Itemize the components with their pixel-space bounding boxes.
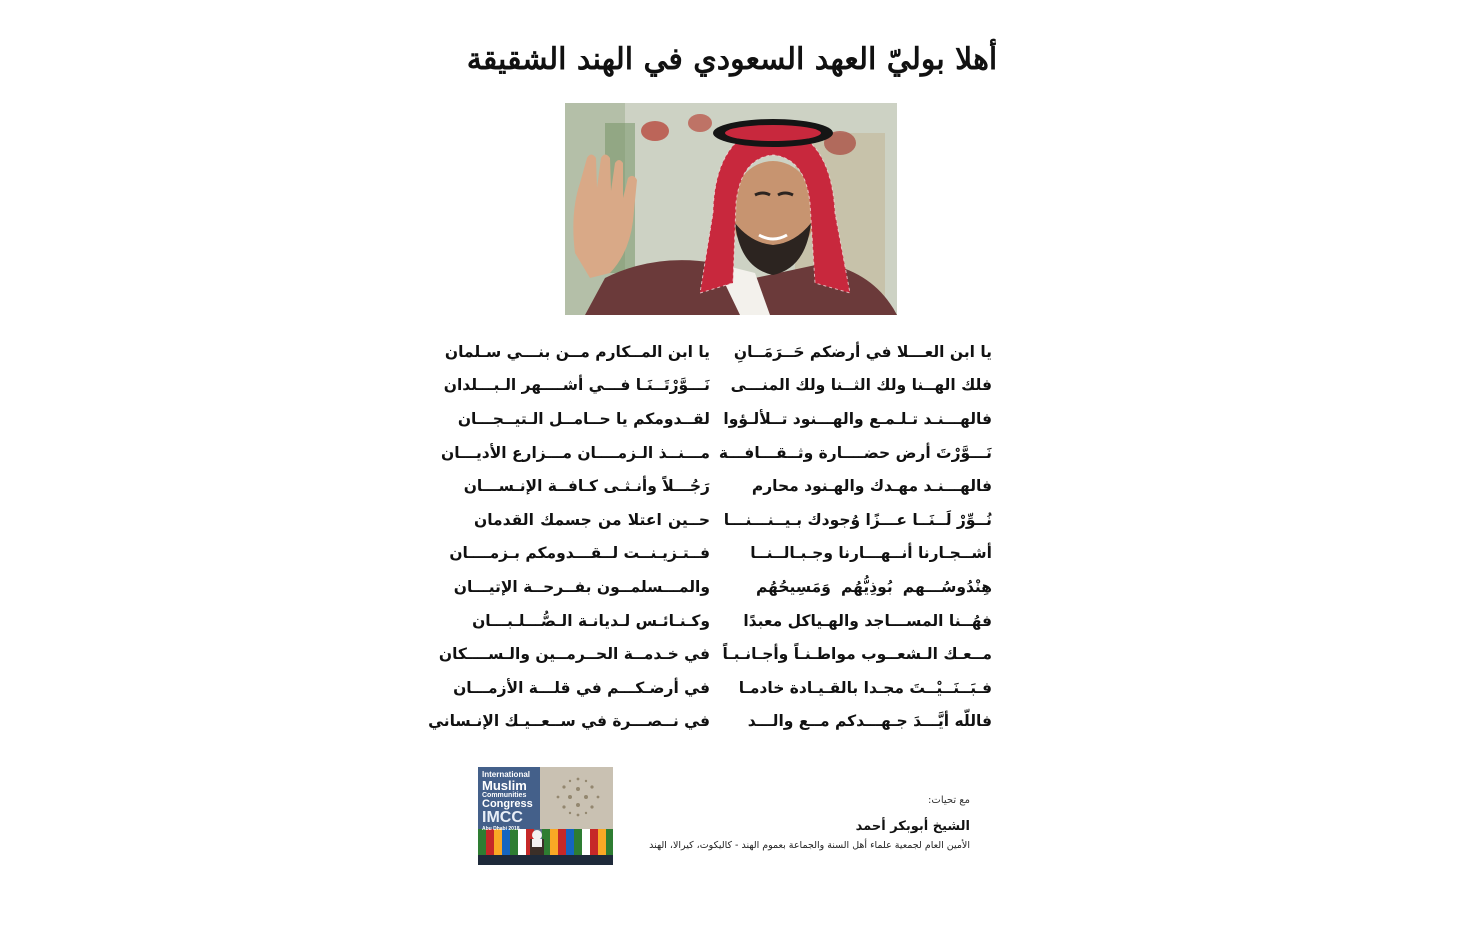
verse-row: [444, 335, 992, 369]
logo-line-international: International: [482, 770, 531, 779]
verse-second-hemistich: في أرضـكـــم في قلـــة الأزمـــان: [453, 678, 710, 697]
verse-first-hemistich: فهُــنا المســـاجد والهـياكل معبدًا: [743, 611, 992, 630]
portrait-illustration: [565, 103, 897, 315]
verse-row: [438, 637, 992, 671]
verse-first-hemistich: مــعـك الـشعــوب مواطـنـاً وأجـانـبـاً: [722, 645, 992, 664]
logo-line-muslim: Muslim: [482, 778, 527, 793]
portrait-photo: [565, 103, 897, 315]
verse-first-hemistich: فالهـــنـد تـلـمـع والهـــنود تــلألـؤوا: [723, 409, 992, 428]
imcc-logo-text: [482, 771, 533, 832]
verse-row: [453, 671, 992, 705]
verse-first-hemistich: فلك الهــنا ولك الثــنا ولك المنـــى: [730, 376, 992, 395]
verse-second-hemistich: مـــنــذ الـزمــــان مـــزارع الأديـــان: [441, 443, 710, 462]
verse-row: [443, 369, 992, 403]
verse-second-hemistich: يا ابن المــكارم مــن بنـــي سـلمان: [444, 342, 710, 361]
verse-second-hemistich: وكـنـائـس لـديانـة الـصُّـــلـبـــان: [472, 611, 710, 630]
verse-row: [428, 705, 992, 739]
verse-row: [474, 503, 992, 537]
verse-second-hemistich: فــتـزيـنــت لــقـــدومكم بـزمــــان: [449, 544, 710, 563]
verse-first-hemistich: نُــوِّرْ لَــنَــا عـــزًا وُجودك بـيــنـــنـــا: [723, 510, 992, 529]
imcc-congress-photo: [478, 767, 613, 865]
verse-first-hemistich: يا ابن العـــلا في أرضكم حَــرَمَــانِ: [733, 342, 992, 361]
verse-row: [441, 436, 992, 470]
signature-role: الأمين العام لجمعية علماء أهل السنة والجماعة بعموم الهند - كاليكوت، كيرالا، الهند: [649, 840, 970, 851]
poem: [428, 335, 992, 738]
verse-row: [457, 402, 992, 436]
verse-second-hemistich: رَجُـــلاً وأنـثـى كـافــة الإنـســـان: [463, 477, 710, 496]
verse-row: [463, 469, 992, 503]
verse-second-hemistich: نَـــوَّرْتَــنَـا فـــي أشــــهر الـبـــلدان: [443, 376, 710, 395]
verse-first-hemistich: هِنْدُوسُـــهم بُوذِيُّهُم وَمَسِيحُهُم: [756, 577, 992, 596]
verse-first-hemistich: فالهـــنـد مهـدك والهـنود محارم: [751, 477, 992, 496]
verse-second-hemistich: والمـــسلمــون بفــرحــة الإتيـــان: [453, 577, 710, 596]
verse-second-hemistich: لقــدومكم يا حــامــل الـتيــجـــان: [457, 409, 710, 428]
verse-first-hemistich: فـبَــنَــيْــتَ مجـدا بالقـيـادة خادمـا: [738, 678, 992, 697]
page-title: أهلا بوليّ العهد السعودي في الهند الشقيقة: [466, 42, 998, 77]
signature-name: الشيخ أبوبكر أحمد: [855, 819, 970, 834]
verse-row: [453, 570, 992, 604]
logo-line-imcc: IMCC: [482, 809, 523, 826]
logo-line-communities: Communities: [482, 792, 527, 799]
verse-first-hemistich: فاللّه أيَّـــدَ جـهـــدكم مــع والـــد: [747, 712, 992, 731]
signature-greeting: مع تحيات:: [928, 795, 970, 806]
verse-second-hemistich: في نــصـــرة في ســعــيـك الإنـساني: [428, 712, 710, 731]
logo-line-place: Abu Dhabi 2018: [482, 826, 520, 832]
verse-first-hemistich: نَـــوَّرْتَ أرض حضــــارة وثــقـــافـــة: [718, 443, 992, 462]
logo-line-congress: Congress: [482, 798, 533, 810]
verse-second-hemistich: حــين اعتلا من جسمك القدمان: [474, 510, 710, 529]
verse-row: [449, 537, 992, 571]
verse-first-hemistich: أشــجـارنا أنــهـــارنا وجـبـالــنــا: [750, 544, 992, 563]
verse-second-hemistich: في خـدمــة الحــرمــين والـســــكان: [438, 645, 710, 664]
signature-block: [620, 792, 970, 854]
verse-row: [474, 604, 992, 638]
